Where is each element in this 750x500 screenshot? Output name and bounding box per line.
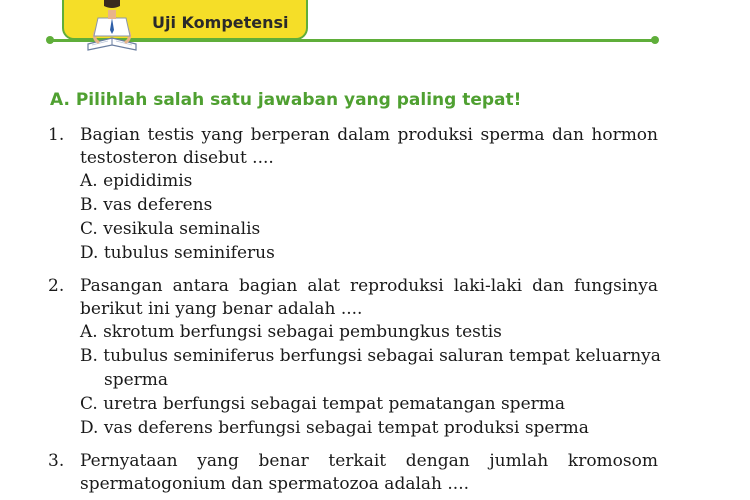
question-text-line: Pernyataan yang benar terkait dengan jumlah kromosom: [80, 451, 658, 471]
question-text-line: testosteron disebut ....: [80, 148, 274, 168]
question-text-line: Pasangan antara bagian alat reproduksi laki-laki dan fungsinya: [80, 276, 658, 296]
question-text-line: spermatogonium dan spermatozoa adalah ....: [80, 474, 469, 494]
answer-option: D. tubulus seminiferus: [80, 243, 275, 263]
chapter-title: Uji Kompetensi: [152, 13, 289, 32]
rule-dot-left: [46, 36, 54, 44]
student-reading-icon: [78, 0, 150, 54]
answer-option: A. epididimis: [80, 171, 193, 191]
chapter-header: [0, 0, 750, 60]
question-number: 2.: [48, 276, 65, 296]
answer-option: C. uretra berfungsi sebagai tempat pematangan sperma: [80, 394, 566, 414]
answer-option: C. vesikula seminalis: [80, 219, 261, 239]
answer-option-continued: sperma: [104, 370, 169, 390]
answer-option: B. tubulus seminiferus berfungsi sebagai saluran tempat keluarnya: [80, 346, 661, 366]
section-heading: A. Pilihlah salah satu jawaban yang paling tepat!: [50, 90, 522, 110]
question-number: 1.: [48, 125, 65, 145]
answer-option: A. skrotum berfungsi sebagai pembungkus testis: [80, 322, 502, 342]
answer-option: D. vas deferens berfungsi sebagai tempat produksi sperma: [80, 418, 589, 438]
question-text-line: Bagian testis yang berperan dalam produksi sperma dan hormon: [80, 125, 658, 145]
answer-option: B. vas deferens: [80, 195, 213, 215]
question-number: 3.: [48, 451, 65, 471]
question-text-line: berikut ini yang benar adalah ....: [80, 299, 363, 319]
rule-dot-right: [651, 36, 659, 44]
